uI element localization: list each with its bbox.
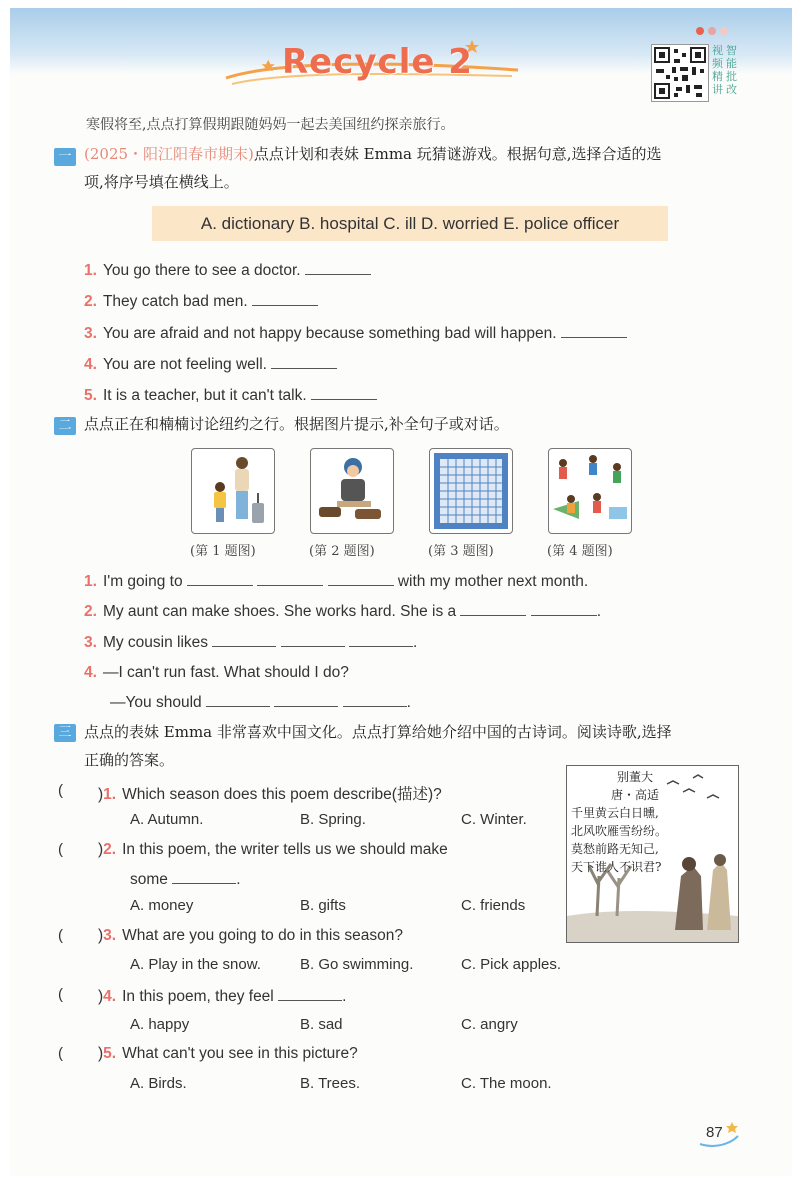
s2-question-3 xyxy=(84,632,417,652)
dot-2 xyxy=(708,27,716,35)
s1-q5-blank[interactable] xyxy=(311,385,377,400)
intro-text: 寒假将至,点点打算假期跟随妈妈一起去美国纽约探亲旅行。 xyxy=(86,117,455,133)
s3-q5-option-c[interactable]: C. The moon. xyxy=(461,1075,552,1092)
dot-3 xyxy=(720,27,728,35)
s3-q3-answer-bracket-open[interactable]: ( xyxy=(58,927,63,944)
poem-line-3: 莫愁前路无知己, xyxy=(571,842,659,856)
s3-q4-text: In this poem, they feel xyxy=(122,988,274,1005)
section-1-options: A. dictionary B. hospital C. ill D. worried E. police officer xyxy=(152,206,668,241)
s1-question-3 xyxy=(84,323,627,343)
s2-question-4 xyxy=(84,664,349,682)
s1-question-1 xyxy=(84,260,371,280)
s1-q3-blank[interactable] xyxy=(561,323,627,338)
s2-q4-blank-2[interactable] xyxy=(274,692,338,707)
s1-q5-text: It is a teacher, but it can't talk. xyxy=(102,387,307,404)
s2-q1-blank-1[interactable] xyxy=(187,571,253,586)
s2-q3-blank-2[interactable] xyxy=(281,632,345,647)
poem-line-1: 千里黄云白日曛, xyxy=(571,806,659,820)
s1-question-2 xyxy=(84,291,318,311)
s1-q2-blank[interactable] xyxy=(252,291,318,306)
s2-q3-num: 3. xyxy=(84,634,97,651)
title-block xyxy=(222,40,522,90)
s2-q4-blank-1[interactable] xyxy=(206,692,270,707)
s2-question-4-answer xyxy=(110,692,411,712)
poem-line-4: 天下谁人不识君? xyxy=(571,860,662,874)
word-puzzle-icon xyxy=(430,449,512,533)
s3-question-4 xyxy=(98,986,346,1006)
s1-question-5 xyxy=(84,385,377,405)
s2-q1-pre: I'm going to xyxy=(102,573,183,590)
s3-q4-option-c[interactable]: C. angry xyxy=(461,1016,518,1033)
caption-2: (第 2 题图) xyxy=(309,544,375,559)
poem-box xyxy=(566,765,739,943)
s2-question-2 xyxy=(84,601,601,621)
s1-q1-num: 1. xyxy=(84,262,97,279)
s1-q3-num: 3. xyxy=(84,325,97,342)
s3-q4-option-a[interactable]: A. happy xyxy=(130,1016,190,1033)
s3-question-2 xyxy=(98,841,448,859)
s3-q3-option-b[interactable]: B. Go swimming. xyxy=(300,956,414,973)
s3-q1-bracket-close: ) xyxy=(98,786,104,803)
s2-q1-post: with my mother next month. xyxy=(397,573,589,590)
caption-3: (第 3 题图) xyxy=(428,544,494,559)
section-2-instruction: 点点正在和楠楠讨论纽约之行。根据图片提示,补全句子或对话。 xyxy=(84,415,509,433)
s1-q1-blank[interactable] xyxy=(305,260,371,275)
s2-q3-pre: My cousin likes xyxy=(102,634,209,651)
caption-4: (第 4 题图) xyxy=(547,544,613,559)
s3-q5-option-a[interactable]: A. Birds. xyxy=(130,1075,187,1092)
s2-q4-line1: —I can't run fast. What should I do? xyxy=(102,664,349,681)
section-1-instruction-line2: 项,将序号填在横线上。 xyxy=(84,173,239,191)
s2-q2-blank-2[interactable] xyxy=(531,601,597,616)
s1-q4-blank[interactable] xyxy=(271,354,337,369)
s2-q3-blank-3[interactable] xyxy=(349,632,413,647)
s2-q1-num: 1. xyxy=(84,573,97,590)
s1-q4-num: 4. xyxy=(84,356,97,373)
s2-q2-pre: My aunt can make shoes. She works hard. She is a xyxy=(102,603,457,620)
s3-q3-option-c[interactable]: C. Pick apples. xyxy=(461,956,562,973)
s3-q1-option-b[interactable]: B. Spring. xyxy=(300,811,366,828)
s3-q4-text-post: . xyxy=(342,988,347,1005)
picture-4-sports xyxy=(548,448,632,534)
s1-q3-text: You are afraid and not happy because something bad will happen. xyxy=(102,325,557,342)
s3-q3-option-a[interactable]: A. Play in the snow. xyxy=(130,956,261,973)
s1-q4-text: You are not feeling well. xyxy=(102,356,267,373)
s2-q2-blank-1[interactable] xyxy=(460,601,526,616)
s2-q4-num: 4. xyxy=(84,664,97,681)
s3-question-3 xyxy=(98,927,403,945)
section-3-icon: 三 xyxy=(54,724,76,742)
s2-q4-pre: —You should xyxy=(110,694,202,711)
qr-label-col-1 xyxy=(712,44,726,96)
sports-activities-icon xyxy=(549,449,631,533)
qr-label-col-2 xyxy=(726,44,740,96)
s3-q2-num: 2. xyxy=(103,841,117,858)
page-title: Recycle 2 xyxy=(282,42,473,82)
s2-q2-num: 2. xyxy=(84,603,97,620)
s3-question-5 xyxy=(98,1045,358,1063)
s2-q3-post: . xyxy=(412,634,418,651)
section-1-source: (2025・阳江阳春市期末) xyxy=(84,145,254,163)
s3-q2-text: In this poem, the writer tells us we should make xyxy=(122,841,448,858)
s1-question-4 xyxy=(84,354,337,374)
qr-label-3: 智能 xyxy=(726,44,737,70)
s3-q5-option-b[interactable]: B. Trees. xyxy=(300,1075,361,1092)
s3-q5-num: 5. xyxy=(103,1045,117,1062)
section-3-instruction-line1: 点点的表妹 Emma 非常喜欢中国文化。点点打算给她介绍中国的古诗词。阅读诗歌,选择 xyxy=(84,723,672,741)
s3-question-1 xyxy=(98,782,442,804)
qr-label-4: 批改 xyxy=(726,70,737,96)
s2-q2-post: . xyxy=(596,603,602,620)
section-3-instruction-line2: 正确的答案。 xyxy=(84,751,175,769)
s3-q3-text: What are you going to do in this season? xyxy=(122,927,404,944)
poem-author: 唐・高适 xyxy=(611,788,660,802)
dot-1 xyxy=(696,27,704,35)
s3-q2-blank[interactable] xyxy=(172,869,236,884)
s3-question-2-line2 xyxy=(130,869,241,889)
poem-line-2: 北风吹雁雪纷纷。 xyxy=(571,824,668,838)
picture-2-shoemaker xyxy=(310,448,394,534)
s2-question-1 xyxy=(84,571,588,591)
section-1-icon: 一 xyxy=(54,148,76,166)
s3-q3-num: 3. xyxy=(103,927,117,944)
section-1-instruction-line1: 点点计划和表妹 Emma 玩猜谜游戏。根据句意,选择合适的选 xyxy=(253,145,662,163)
s3-q2-option-b[interactable]: B. gifts xyxy=(300,897,346,914)
poem-title: 别董大 xyxy=(617,770,654,784)
shoemaker-icon xyxy=(311,449,393,533)
s3-q1-answer-bracket-open[interactable]: ( xyxy=(58,782,63,799)
s2-q4-post: . xyxy=(406,694,411,711)
mother-child-luggage-icon xyxy=(192,449,274,533)
s3-q4-num: 4. xyxy=(103,988,117,1005)
s3-q2-text2: some xyxy=(130,871,168,888)
s3-q4-blank[interactable] xyxy=(278,986,342,1001)
s1-q5-num: 5. xyxy=(84,387,97,404)
s3-q1-num: 1. xyxy=(103,786,117,803)
qr-label-1: 视频 xyxy=(712,44,723,70)
s3-q5-bracket-close: ) xyxy=(98,1045,104,1062)
s3-q4-answer-bracket-open[interactable]: ( xyxy=(58,986,63,1003)
s2-q3-blank-1[interactable] xyxy=(212,632,276,647)
qr-label-2: 精讲 xyxy=(712,70,723,96)
s3-q5-text: What can't you see in this picture? xyxy=(122,1045,358,1062)
s3-q2-text2-post: . xyxy=(236,871,241,888)
s3-q5-answer-bracket-open[interactable]: ( xyxy=(58,1045,63,1062)
s2-q1-blank-3[interactable] xyxy=(328,571,394,586)
s3-q4-bracket-close: ) xyxy=(98,988,104,1005)
section-1-instruction xyxy=(84,140,744,196)
section-2-icon: 二 xyxy=(54,417,76,435)
s1-q1-text: You go there to see a doctor. xyxy=(102,262,301,279)
s2-q1-blank-2[interactable] xyxy=(257,571,323,586)
s1-q2-text: They catch bad men. xyxy=(102,293,248,310)
picture-1-travel xyxy=(191,448,275,534)
s3-q1-option-c[interactable]: C. Winter. xyxy=(461,811,527,828)
s3-q2-bracket-close: ) xyxy=(98,841,104,858)
s3-q2-answer-bracket-open[interactable]: ( xyxy=(58,841,63,858)
s2-q4-blank-3[interactable] xyxy=(343,692,407,707)
caption-1: (第 1 题图) xyxy=(190,544,256,559)
s3-q1-option-a[interactable]: A. Autumn. xyxy=(130,811,204,828)
s3-q4-option-b[interactable]: B. sad xyxy=(300,1016,343,1033)
picture-3-word-puzzle xyxy=(429,448,513,534)
s3-q2-option-c[interactable]: C. friends xyxy=(461,897,526,914)
s1-q2-num: 2. xyxy=(84,293,97,310)
qr-label xyxy=(712,44,742,96)
qr-code-icon[interactable] xyxy=(651,44,709,102)
header-dots xyxy=(696,20,732,39)
page-number: 87 xyxy=(706,1124,723,1141)
s3-q3-bracket-close: ) xyxy=(98,927,104,944)
s3-q2-option-a[interactable]: A. money xyxy=(130,897,194,914)
s3-q1-text: Which season does this poem describe(描述)? xyxy=(122,786,442,803)
